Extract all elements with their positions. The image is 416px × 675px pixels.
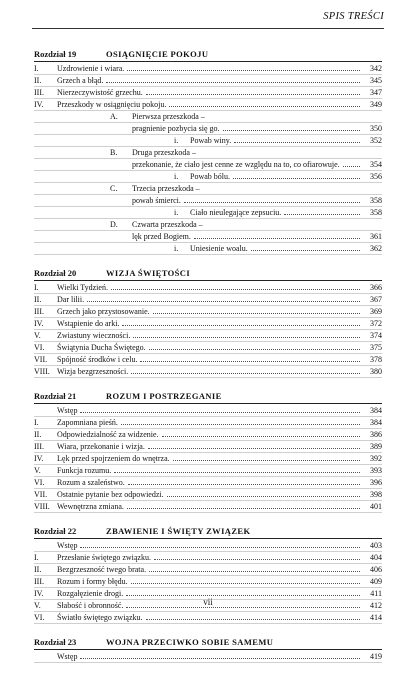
entry-title: Odpowiedzialność za widzenie. xyxy=(57,430,159,439)
toc-entry[interactable] xyxy=(34,651,382,663)
toc-entry[interactable] xyxy=(34,63,382,75)
toc-entry[interactable] xyxy=(34,501,382,513)
entry-page-number: 375 xyxy=(370,343,382,352)
chapter-heading xyxy=(34,267,382,281)
entry-number: V. xyxy=(34,601,41,610)
toc-entry[interactable] xyxy=(34,453,382,465)
dot-leader xyxy=(127,508,360,509)
dot-leader xyxy=(127,70,360,71)
entry-page-number: 369 xyxy=(370,307,382,316)
entry-number: i. xyxy=(174,136,179,145)
toc-entry[interactable] xyxy=(34,99,382,111)
chapter-number: Rozdział 19 xyxy=(34,49,77,59)
entry-title: Nierzeczywistość grzechu. xyxy=(57,88,143,97)
dot-leader xyxy=(122,325,360,326)
entry-page-number: 414 xyxy=(370,613,382,622)
entry-title: Wstąpienie do arki. xyxy=(57,319,120,328)
entry-number: IV. xyxy=(34,100,44,109)
entry-title: Wizja bezgrzeszności. xyxy=(57,367,129,376)
entry-page-number: 374 xyxy=(370,331,382,340)
toc-entry[interactable] xyxy=(34,342,382,354)
toc-entry[interactable] xyxy=(34,417,382,429)
dot-leader xyxy=(121,424,360,425)
entry-page-number: 366 xyxy=(370,283,382,292)
dot-leader xyxy=(80,547,360,548)
entry-title: Wiara, przekonanie i wizja. xyxy=(57,442,145,451)
toc-entry[interactable] xyxy=(34,231,382,243)
entry-number: VIII. xyxy=(34,367,50,376)
toc-entry[interactable] xyxy=(34,171,382,183)
entry-number: B. xyxy=(110,148,118,157)
entry-page-number: 389 xyxy=(370,442,382,451)
toc-entry[interactable] xyxy=(34,552,382,564)
entry-number: I. xyxy=(34,283,39,292)
entry-title: pragnienie pozbycia się go. xyxy=(132,124,220,133)
entry-page-number: 378 xyxy=(370,355,382,364)
dot-leader xyxy=(128,484,360,485)
entry-title: Lęk przed spojrzeniem do wnętrza. xyxy=(57,454,170,463)
dot-leader xyxy=(154,559,360,560)
chapter-section xyxy=(34,48,382,255)
entry-title: Spójność środków i celu. xyxy=(57,355,138,364)
entry-page-number: 380 xyxy=(370,367,382,376)
entry-page-number: 412 xyxy=(370,601,382,610)
dot-leader xyxy=(140,361,360,362)
dot-leader xyxy=(223,130,360,131)
chapter-section xyxy=(34,636,382,663)
entry-title: Słabość i obronność. xyxy=(57,601,124,610)
dot-leader xyxy=(126,607,360,608)
entry-page-number: 372 xyxy=(370,319,382,328)
entry-title: Grzech jako przystosowanie. xyxy=(57,307,150,316)
entry-page-number: 361 xyxy=(370,232,382,241)
toc-entry[interactable] xyxy=(34,87,382,99)
entry-title: Rozgałęzienie drogi. xyxy=(57,589,124,598)
chapter-section xyxy=(34,525,382,624)
entry-number: II. xyxy=(34,76,42,85)
dot-leader xyxy=(184,202,360,203)
toc-entry[interactable] xyxy=(34,477,382,489)
toc-entry[interactable] xyxy=(34,330,382,342)
entry-title: Czwarta przeszkoda – xyxy=(132,220,203,229)
entry-page-number: 386 xyxy=(370,430,382,439)
entry-page-number: 349 xyxy=(370,100,382,109)
entry-title: Uzdrowienie i wiara. xyxy=(57,64,125,73)
chapter-title: ZBAWIENIE I ŚWIĘTY ZWIĄZEK xyxy=(106,526,251,536)
entry-title: Powab winy. xyxy=(190,136,232,145)
entry-title: Przesłanie świętego związku. xyxy=(57,553,151,562)
toc-entry[interactable] xyxy=(34,441,382,453)
entry-page-number: 347 xyxy=(370,88,382,97)
entry-number: A. xyxy=(110,112,118,121)
chapter-section xyxy=(34,267,382,378)
entry-number: II. xyxy=(34,430,42,439)
toc-entry[interactable] xyxy=(34,75,382,87)
toc-entry[interactable] xyxy=(34,219,382,231)
entry-number: I. xyxy=(34,553,39,562)
dot-leader xyxy=(131,583,360,584)
chapter-heading xyxy=(34,48,382,62)
toc-entry[interactable] xyxy=(34,540,382,552)
dot-leader xyxy=(111,289,360,290)
toc-entry[interactable] xyxy=(34,576,382,588)
entry-page-number: 345 xyxy=(370,76,382,85)
entry-page-number: 393 xyxy=(370,466,382,475)
dot-leader xyxy=(153,313,360,314)
dot-leader xyxy=(146,94,360,95)
entry-number: V. xyxy=(34,331,41,340)
entry-number: i. xyxy=(174,244,179,253)
entry-number: IV. xyxy=(34,454,44,463)
dot-leader xyxy=(126,595,360,596)
entry-title: Wielki Tydzień. xyxy=(57,283,108,292)
toc-entry[interactable] xyxy=(34,135,382,147)
entry-title: Światło świętego związku. xyxy=(57,613,143,622)
entry-page-number: 384 xyxy=(370,418,382,427)
entry-title: Dar lilii. xyxy=(57,295,85,304)
entry-page-number: 401 xyxy=(370,502,382,511)
toc-entry[interactable] xyxy=(34,195,382,207)
entry-number: II. xyxy=(34,295,42,304)
entry-number: VI. xyxy=(34,478,45,487)
page-number: vii xyxy=(203,597,213,607)
entry-page-number: 356 xyxy=(370,172,382,181)
toc-entry[interactable] xyxy=(34,489,382,501)
dot-leader xyxy=(251,250,360,251)
entry-title: Zwiastuny wieczności. xyxy=(57,331,131,340)
entry-page-number: 352 xyxy=(370,136,382,145)
entry-page-number: 403 xyxy=(370,541,382,550)
entry-number: I. xyxy=(34,64,39,73)
toc-entry[interactable] xyxy=(34,294,382,306)
entry-page-number: 398 xyxy=(370,490,382,499)
entry-number: III. xyxy=(34,88,44,97)
entry-number: VII. xyxy=(34,355,48,364)
running-header-title: SPIS TREŚCI xyxy=(323,11,384,22)
dot-leader xyxy=(148,448,360,449)
entry-page-number: 409 xyxy=(370,577,382,586)
dot-leader xyxy=(114,472,360,473)
entry-number: III. xyxy=(34,577,44,586)
dot-leader xyxy=(233,178,360,179)
entry-page-number: 419 xyxy=(370,652,382,661)
toc-entry[interactable] xyxy=(34,429,382,441)
entry-page-number: 404 xyxy=(370,553,382,562)
chapter-title: WOJNA PRZECIWKO SOBIE SAMEMU xyxy=(106,637,274,647)
toc-entry[interactable] xyxy=(34,159,382,171)
entry-page-number: 354 xyxy=(370,160,382,169)
dot-leader xyxy=(133,337,360,338)
dot-leader xyxy=(80,412,360,413)
dot-leader xyxy=(194,238,360,239)
table-of-contents xyxy=(34,48,382,675)
entry-number: VII. xyxy=(34,490,48,499)
entry-title: lęk przed Bogiem. xyxy=(132,232,191,241)
dot-leader xyxy=(106,82,360,83)
entry-title: Rozum a szaleństwo. xyxy=(57,478,125,487)
entry-number: III. xyxy=(34,307,44,316)
dot-leader xyxy=(87,301,360,302)
entry-page-number: 358 xyxy=(370,208,382,217)
entry-number: i. xyxy=(174,208,179,217)
chapter-number: Rozdział 20 xyxy=(34,268,77,278)
entry-number: IV. xyxy=(34,589,44,598)
chapter-heading xyxy=(34,636,382,650)
chapter-title: ROZUM I POSTRZEGANIE xyxy=(106,391,222,401)
chapter-number: Rozdział 22 xyxy=(34,526,77,536)
entry-title: Świątynia Ducha Świętego. xyxy=(57,343,146,352)
chapter-number: Rozdział 21 xyxy=(34,391,77,401)
entry-title: Rozum i formy błędu. xyxy=(57,577,128,586)
entry-number: III. xyxy=(34,442,44,451)
entry-title: Pierwsza przeszkoda – xyxy=(132,112,205,121)
dot-leader xyxy=(169,106,360,107)
entry-title: Trzecia przeszkoda – xyxy=(132,184,200,193)
entry-title: Wewnętrzna zmiana. xyxy=(57,502,124,511)
entry-number: II. xyxy=(34,565,42,574)
dot-leader xyxy=(284,214,360,215)
toc-entry[interactable] xyxy=(34,612,382,624)
toc-entry[interactable] xyxy=(34,564,382,576)
chapter-heading xyxy=(34,390,382,404)
entry-page-number: 411 xyxy=(370,589,382,598)
entry-title: Funkcja rozumu. xyxy=(57,466,112,475)
entry-title: Wstęp xyxy=(57,652,78,661)
chapter-section xyxy=(34,390,382,513)
entry-title: Powab bólu. xyxy=(190,172,230,181)
entry-number: VI. xyxy=(34,343,45,352)
dot-leader xyxy=(173,460,360,461)
entry-number: I. xyxy=(34,418,39,427)
entry-title: Bezgrzeszność twego brata. xyxy=(57,565,147,574)
entry-number: D. xyxy=(110,220,118,229)
entry-page-number: 406 xyxy=(370,565,382,574)
dot-leader xyxy=(149,571,360,572)
dot-leader xyxy=(131,373,360,374)
entry-number: i. xyxy=(174,172,179,181)
entry-page-number: 362 xyxy=(370,244,382,253)
entry-number: VIII. xyxy=(34,502,50,511)
chapter-title: OSIĄGNIĘCIE POKOJU xyxy=(106,49,209,59)
toc-entry[interactable] xyxy=(34,207,382,219)
entry-page-number: 392 xyxy=(370,454,382,463)
entry-title: Zapomniana pieśń. xyxy=(57,418,118,427)
entry-title: powab śmierci. xyxy=(132,196,181,205)
dot-leader xyxy=(146,619,360,620)
entry-title: Wstęp xyxy=(57,541,78,550)
dot-leader xyxy=(162,436,360,437)
toc-entry[interactable] xyxy=(34,111,382,123)
toc-entry[interactable] xyxy=(34,183,382,195)
entry-title: Ostatnie pytanie bez odpowiedzi. xyxy=(57,490,164,499)
chapter-heading xyxy=(34,525,382,539)
dot-leader xyxy=(234,142,360,143)
entry-title: Uniesienie woalu. xyxy=(190,244,248,253)
dot-leader xyxy=(149,349,360,350)
entry-page-number: 384 xyxy=(370,406,382,415)
toc-entry[interactable] xyxy=(34,243,382,255)
toc-entry[interactable] xyxy=(34,147,382,159)
entry-number: VI. xyxy=(34,613,45,622)
entry-title: Wstęp xyxy=(57,406,78,415)
toc-entry[interactable] xyxy=(34,366,382,378)
toc-entry[interactable] xyxy=(34,123,382,135)
entry-title: przekonanie, że ciało jest cenne ze względu na to, co ofiarowuje. xyxy=(132,160,340,169)
toc-entry[interactable] xyxy=(34,318,382,330)
entry-number: IV. xyxy=(34,319,44,328)
entry-number: C. xyxy=(110,184,118,193)
chapter-title: WIZJA ŚWIĘTOŚCI xyxy=(106,268,191,278)
dot-leader xyxy=(343,166,360,167)
dot-leader xyxy=(80,658,360,659)
entry-number: V. xyxy=(34,466,41,475)
entry-page-number: 367 xyxy=(370,295,382,304)
entry-title: Grzech a błąd. xyxy=(57,76,104,85)
entry-page-number: 396 xyxy=(370,478,382,487)
entry-title: Druga przeszkoda – xyxy=(132,148,196,157)
toc-entry[interactable] xyxy=(34,405,382,417)
entry-title: Przeszkody w osiągnięciu pokoju. xyxy=(57,100,167,109)
entry-page-number: 350 xyxy=(370,124,382,133)
toc-entry[interactable] xyxy=(34,465,382,477)
toc-entry[interactable] xyxy=(34,354,382,366)
running-header xyxy=(32,10,384,29)
toc-entry[interactable] xyxy=(34,306,382,318)
entry-page-number: 342 xyxy=(370,64,382,73)
toc-entry[interactable] xyxy=(34,282,382,294)
entry-title: Ciało nieulegające zepsuciu. xyxy=(190,208,282,217)
entry-page-number: 358 xyxy=(370,196,382,205)
dot-leader xyxy=(167,496,360,497)
chapter-number: Rozdział 23 xyxy=(34,637,77,647)
